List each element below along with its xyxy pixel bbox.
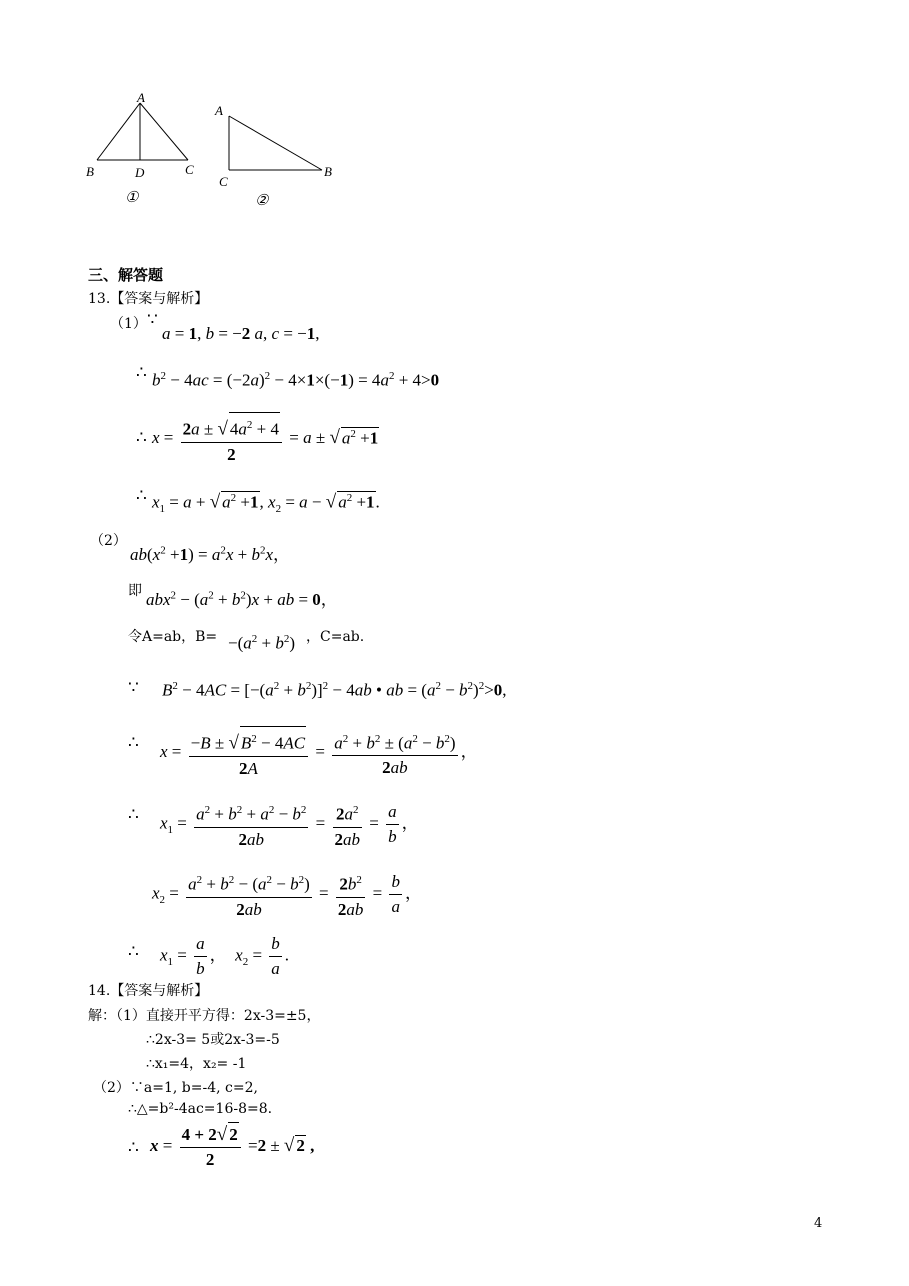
q14-line4: （2）∵a=1, b=-4, c=2, bbox=[93, 1080, 258, 1096]
q14-eq: x = $\frac{4 + 2√ 2}{2}$ =2 ± √ 2 , bbox=[150, 1124, 315, 1169]
label-a: A bbox=[215, 103, 223, 118]
section-title: 三、解答题 bbox=[88, 266, 164, 284]
ling-suffix: ，C=ab. bbox=[306, 629, 365, 645]
q14-line1: 解：（1）直接开平方得：2x-3=±5， bbox=[88, 1008, 321, 1024]
q13-part2-label: （2） bbox=[90, 533, 127, 549]
q14-line5: ∴△=b²-4ac=16-8=8. bbox=[128, 1101, 273, 1117]
q13-eq9: x = $\frac{-B \pm √ B^2 - 4AC}{2A}$ = $\frac{a^2 + b^2 \pm (a^2 - b^2)}{2ab}$ ， bbox=[160, 726, 478, 781]
edge-ac bbox=[140, 103, 188, 160]
q14-header: 14.【答案与解析】 bbox=[88, 983, 209, 999]
q13-eq8: $B^2 - 4AC = [-(a^2 + b^2)]^2 - 4ab$ • ab = $(a^2 - b^2)^2>0$, bbox=[162, 680, 507, 700]
therefore-symbol: ∴ bbox=[136, 363, 147, 383]
q14-line2: ∴2x-3= 5或2x-3=-5 bbox=[146, 1032, 280, 1048]
because-symbol: ∵ bbox=[128, 678, 139, 698]
q14-line3: ∴x₁=4，x₂= -1 bbox=[146, 1056, 247, 1072]
triangle-figure-1 bbox=[80, 90, 210, 210]
q13-eq12: $x_1$ = $\frac{a}{b}$ ， $x_2$ = $\frac{b}{a}$ . bbox=[160, 934, 290, 978]
label-d: D bbox=[135, 165, 145, 180]
label-c: C bbox=[185, 162, 194, 177]
q13-eq1: a = 1, b = −2 a, c = −1, bbox=[162, 324, 320, 343]
label-b: B bbox=[324, 164, 332, 179]
q13-eq5: $ab(x^2 +1) = a^2x + b^2x$， bbox=[130, 544, 290, 564]
therefore-symbol: ∴ bbox=[136, 428, 147, 448]
q13-eq11: $x_2$ = $\frac{a^2 + b^2 - (a^2 - b^2)}{2ab}$ = $\frac{2b^2}{2ab}$ = $\frac{b}{a}$ ， bbox=[152, 868, 422, 922]
q13-eq3: x = $\frac{2a \pm √ 4a^2 + 4}{2}$ = a ± √ $a^2 +1$ bbox=[152, 412, 379, 467]
label-b: B bbox=[86, 164, 94, 179]
caption-2: ② bbox=[255, 193, 269, 209]
ling-prefix: 令A=ab，B= bbox=[128, 629, 218, 645]
edge-ab bbox=[229, 116, 322, 170]
q13-eq2: $b^2 - 4ac = (-2a)^2 - 4\times 1\times(-1) = 4a^2 + 4>0$ bbox=[152, 370, 440, 390]
q14-line6: ∴ bbox=[128, 1138, 139, 1158]
label-a: A bbox=[137, 90, 145, 105]
because-symbol: ∵ bbox=[147, 310, 158, 330]
caption-1: ① bbox=[125, 190, 139, 206]
ji-label: 即 bbox=[128, 583, 142, 599]
q13-eq4: $x_1 = a$ + √ $a^2 +1$, $x_2 = a$ − √ $a^2 +1$. bbox=[152, 491, 380, 516]
q13-eq6: $abx^2 - (a^2 + b^2)x$ + ab = 0， bbox=[146, 589, 338, 609]
q13-header: 13.【答案与解析】 bbox=[88, 291, 209, 307]
label-c: C bbox=[219, 174, 228, 189]
q13-eq7: $-(a^2 + b^2)$ bbox=[228, 633, 296, 653]
edge-ab bbox=[97, 103, 140, 160]
q13-part1-label: （1） bbox=[110, 316, 147, 332]
triangle-figure-2 bbox=[210, 90, 350, 210]
page-number: 4 bbox=[814, 1216, 823, 1231]
therefore-symbol: ∴ bbox=[136, 486, 147, 506]
therefore-symbol: ∴ bbox=[128, 942, 139, 962]
q13-eq10: $x_1$ = $\frac{a^2 + b^2 + a^2 - b^2}{2ab}$ = $\frac{2a^2}{2ab}$ = $\frac{a}{b}$ ， bbox=[160, 798, 419, 852]
therefore-symbol: ∴ bbox=[128, 733, 139, 753]
therefore-symbol: ∴ bbox=[128, 805, 139, 825]
